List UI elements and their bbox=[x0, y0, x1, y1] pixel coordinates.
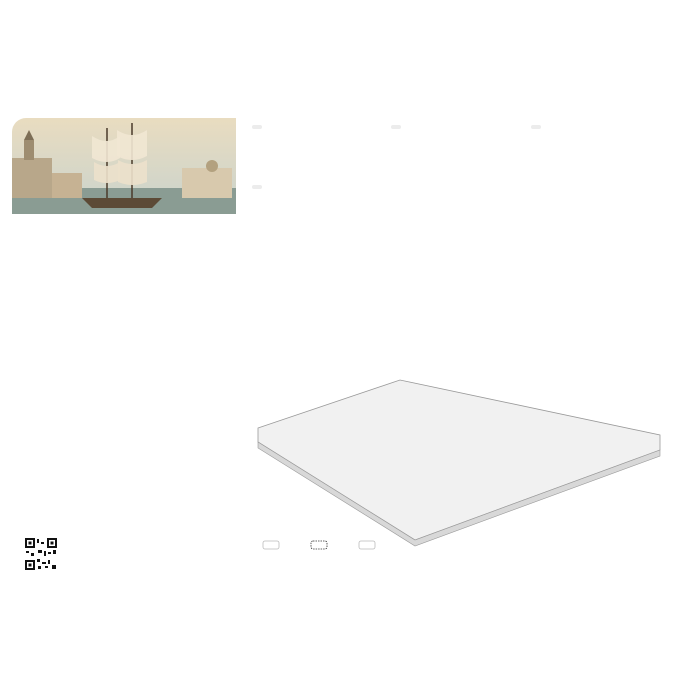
legend-organiser bbox=[536, 142, 671, 156]
qr-code bbox=[24, 537, 58, 571]
box-layout-diagram bbox=[250, 210, 690, 570]
tag-uts-euro-token bbox=[391, 125, 401, 129]
tag-uts-organiser bbox=[531, 125, 541, 129]
hero-illustration bbox=[12, 118, 236, 214]
legend-euro-token bbox=[396, 142, 520, 166]
legend-mini-card bbox=[256, 142, 386, 146]
tag-uts-token-one bbox=[252, 185, 262, 189]
tag-uts-mini-card bbox=[252, 125, 262, 129]
base-tray bbox=[258, 380, 660, 540]
legend-item bbox=[396, 155, 520, 164]
legend-text bbox=[396, 142, 520, 151]
